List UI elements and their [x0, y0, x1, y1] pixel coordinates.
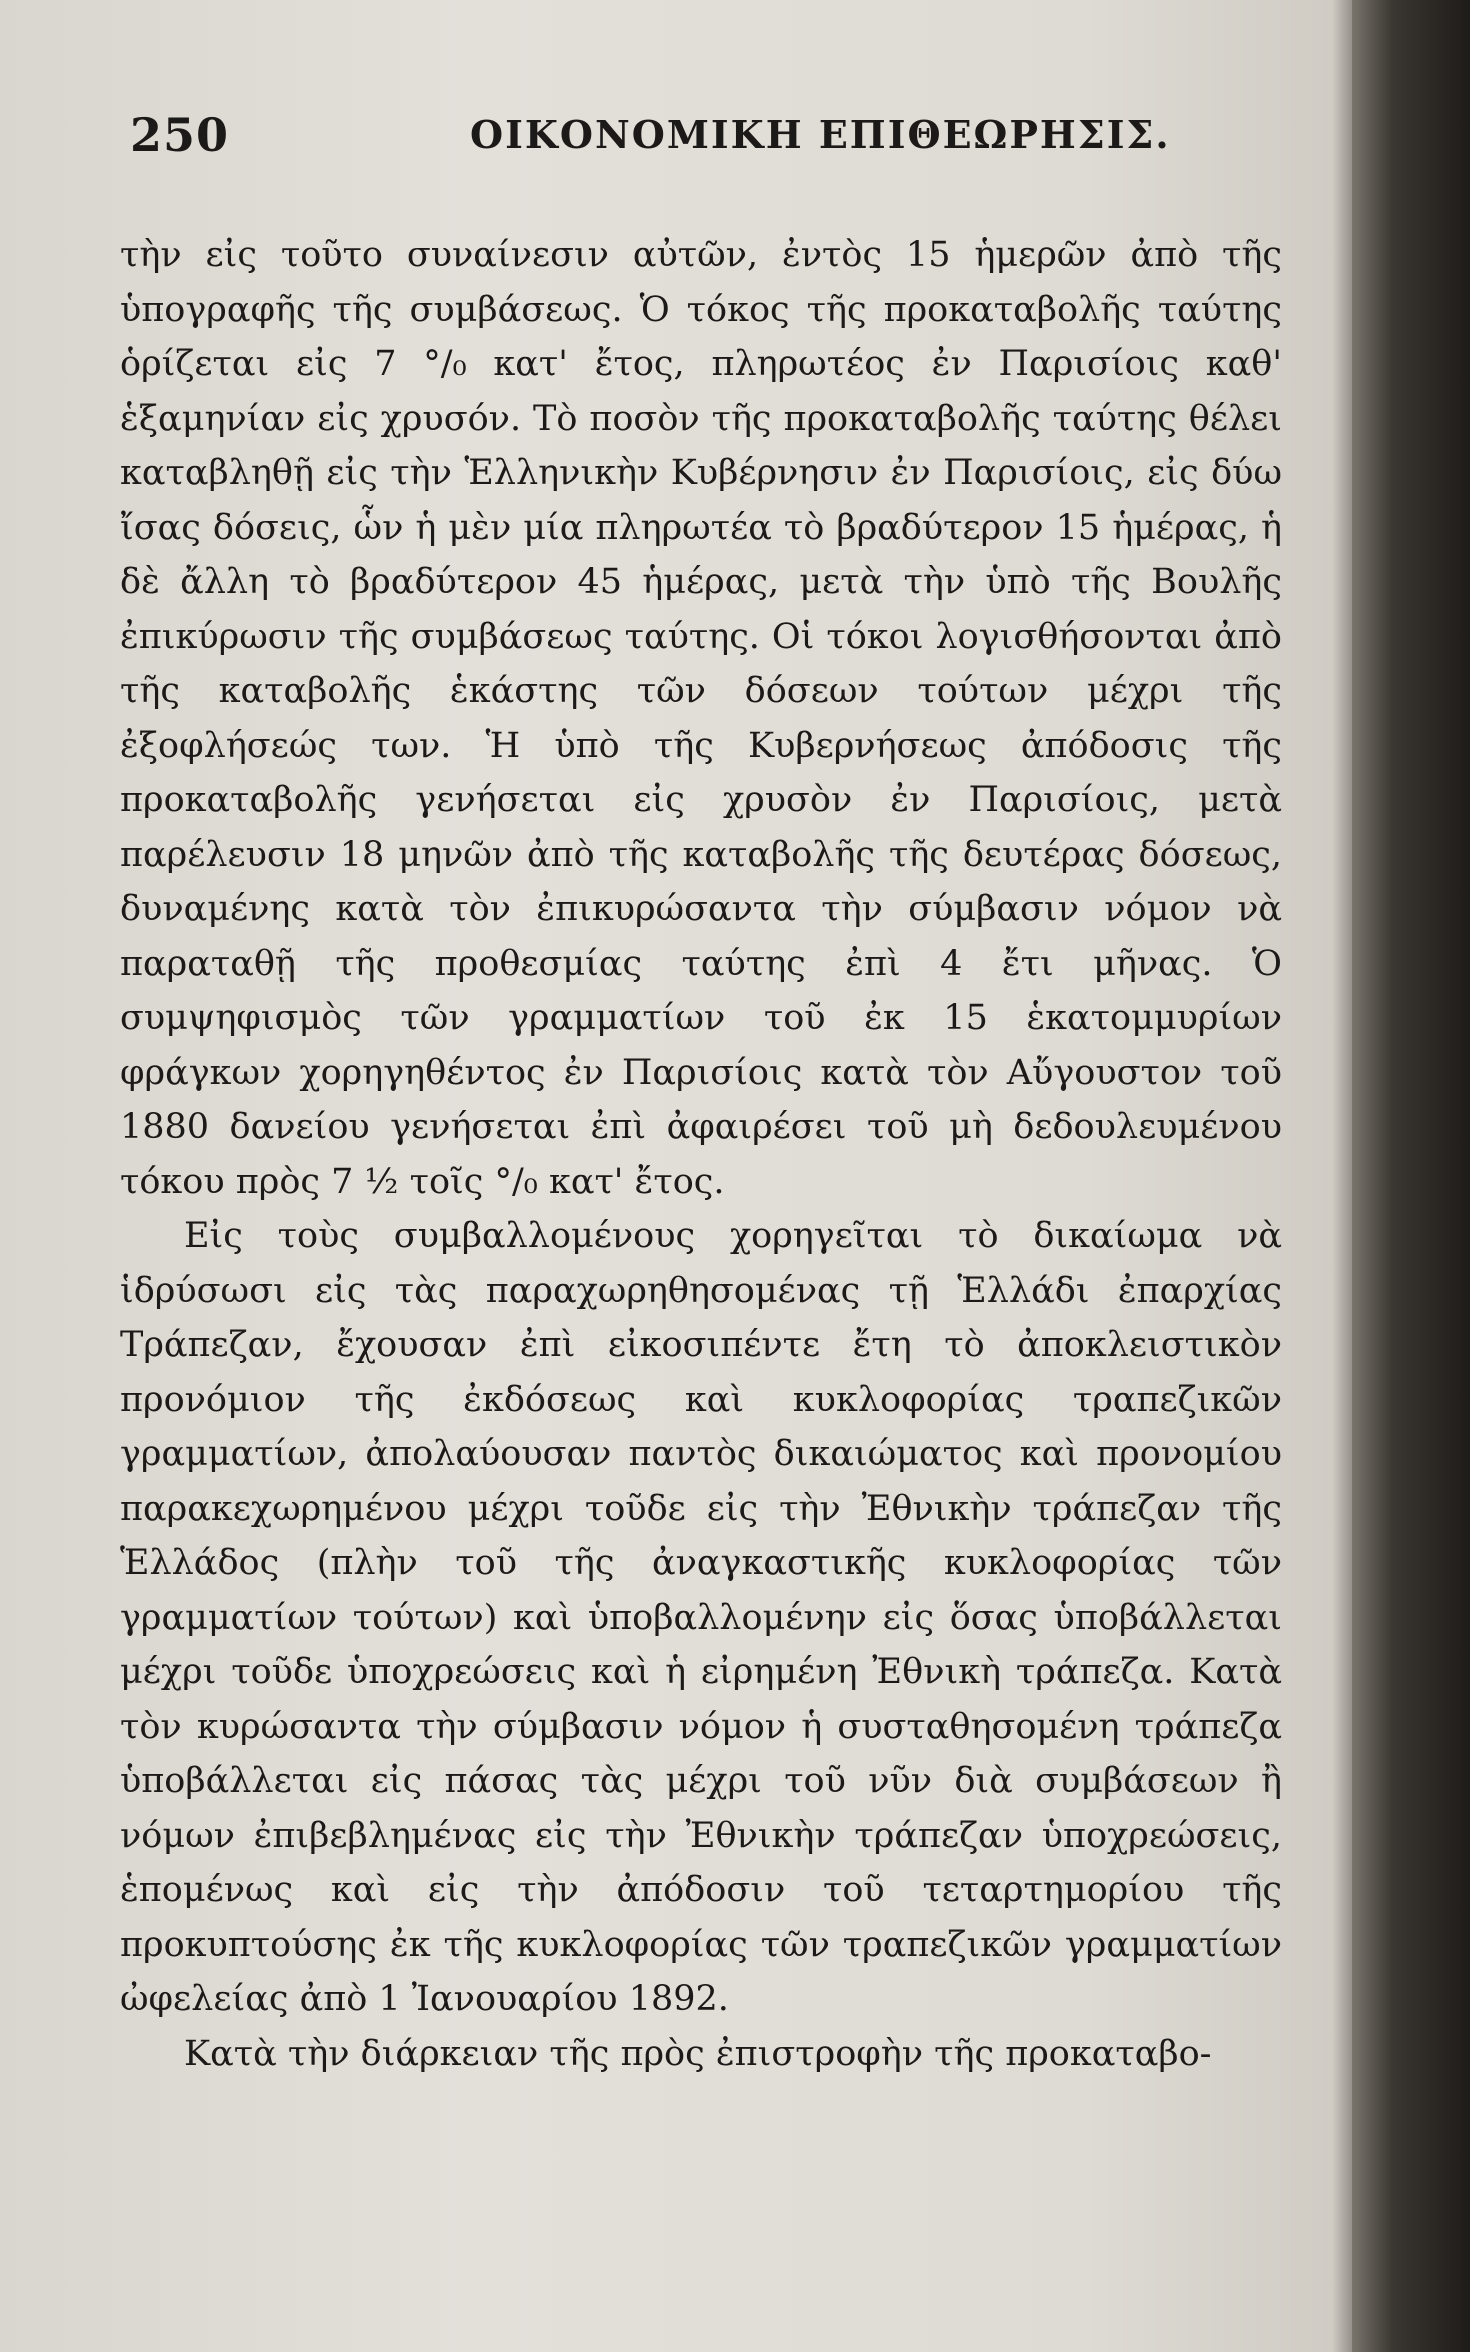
running-title: ΟΙΚΟΝΟΜΙΚΗ ΕΠΙΘΕΩΡΗΣΙΣ.	[470, 112, 1171, 157]
page-number: 250	[130, 108, 230, 162]
paragraph-2: Εἰς τοὺς συμβαλλομένους χορηγεῖται τὸ δικαίωμα νὰ ἱδρύσωσι εἰς τὰς παραχωρηθησομένας τῇ Ἑλλάδι ἐπαρχίας Τράπεζαν, ἔχουσαν ἐπὶ εἰκοσιπέντε ἔτη τὸ ἀποκλειστικὸν προνόμιον τῆς ἐκδόσεως καὶ κυκλοφορίας τραπεζικῶν γραμματίων, ἀπολαύουσαν παντὸς δικαιώματος καὶ προνομίου παρακεχωρημένου μέχρι τοῦδε εἰς τὴν Ἐθνικὴν τράπεζαν τῆς Ἑλλάδος (πλὴν τοῦ τῆς ἀναγκαστικῆς κυκλοφορίας τῶν γραμματίων τούτων) καὶ ὑποβαλλομένην εἰς ὅσας ὑποβάλλεται μέχρι τοῦδε ὑποχρεώσεις καὶ ἡ εἰρημένη Ἐθνικὴ τράπεζα. Κατὰ τὸν κυρώσαντα τὴν σύμβασιν νόμον ἡ συσταθησομένη τράπεζα ὑποβάλλεται εἰς πάσας τὰς μέχρι τοῦ νῦν διὰ συμβάσεων ἢ νόμων ἐπιβεβλημένας εἰς τὴν Ἐθνικὴν τράπεζαν ὑποχρεώσεις, ἑπομένως καὶ εἰς τὴν ἀπόδοσιν τοῦ τεταρτημορίου τῆς προκυπτούσης ἐκ τῆς κυκλοφορίας τῶν τραπεζικῶν γραμματίων ὠφελείας ἀπὸ 1 Ἰανουαρίου 1892.	[120, 1216, 1282, 2019]
running-head	[130, 108, 1270, 178]
page-edge-shadow	[1332, 0, 1352, 2352]
paragraph-3: Κατὰ τὴν διάρκειαν τῆς πρὸς ἐπιστροφὴν τῆς προκαταβο-	[184, 2033, 1212, 2074]
paragraph-1: τὴν εἰς τοῦτο συναίνεσιν αὐτῶν, ἐντὸς 15 ἡμερῶν ἀπὸ τῆς ὑπογραφῆς τῆς συμβάσεως. Ὁ τόκος τῆς προκαταβολῆς ταύτης ὁρίζεται εἰς 7 °/₀ κατ' ἔτος, πληρωτέος ἐν Παρισίοις καθ' ἑξαμηνίαν εἰς χρυσόν. Τὸ ποσὸν τῆς προκαταβολῆς ταύτης θέλει καταβληθῇ εἰς τὴν Ἑλληνικὴν Κυβέρνησιν ἐν Παρισίοις, εἰς δύω ἴσας δόσεις, ὧν ἡ μὲν μία πληρωτέα τὸ βραδύτερον 15 ἡμέρας, ἡ δὲ ἄλλη τὸ βραδύτερον 45 ἡμέρας, μετὰ τὴν ὑπὸ τῆς Βουλῆς ἐπικύρωσιν τῆς συμβάσεως ταύτης. Οἱ τόκοι λογισθήσονται ἀπὸ τῆς καταβολῆς ἑκάστης τῶν δόσεων τούτων μέχρι τῆς ἐξοφλήσεώς των. Ἡ ὑπὸ τῆς Κυβερνήσεως ἀπόδοσις τῆς προκαταβολῆς γενήσεται εἰς χρυσὸν ἐν Παρισίοις, μετὰ παρέλευσιν 18 μηνῶν ἀπὸ τῆς καταβολῆς τῆς δευτέρας δόσεως, δυναμένης κατὰ τὸν ἐπικυρώσαντα τὴν σύμβασιν νόμον νὰ παραταθῇ τῆς προθεσμίας ταύτης ἐπὶ 4 ἔτι μῆνας. Ὁ συμψηφισμὸς τῶν γραμματίων τοῦ ἐκ 15 ἑκατομμυρίων φράγκων χορηγηθέντος ἐν Παρισίοις κατὰ τὸν Αὔγουστον τοῦ 1880 δανείου γενήσεται ἐπὶ ἀφαιρέσει τοῦ μὴ δεδουλευμένου τόκου πρὸς 7 ½ τοῖς °/₀ κατ' ἔτος.	[120, 235, 1282, 1202]
book-gutter	[1352, 0, 1470, 2352]
body-text	[120, 228, 1282, 2081]
